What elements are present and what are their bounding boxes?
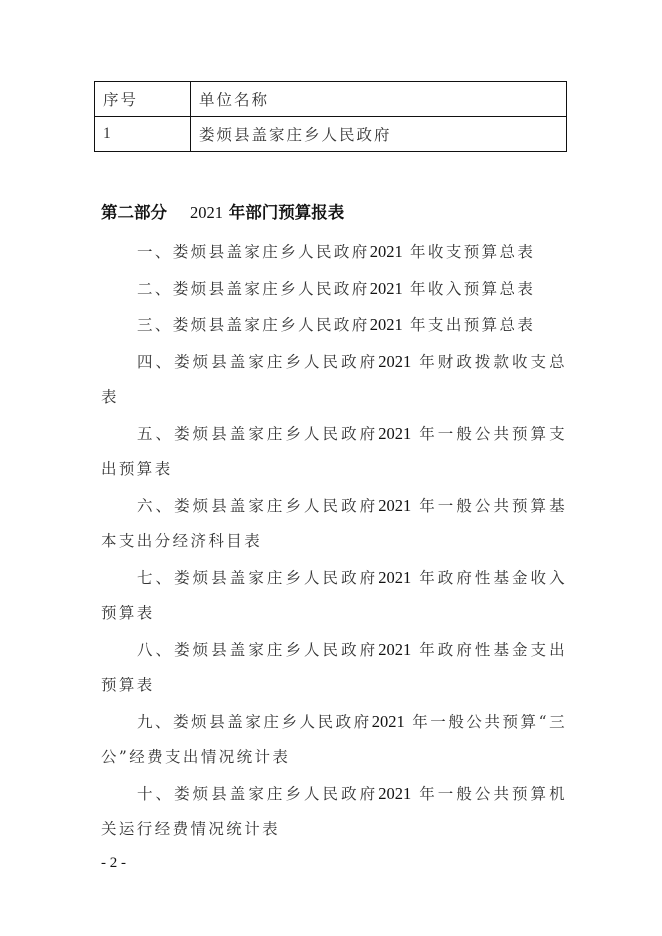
- item-prefix: 五、娄烦县盖家庄乡人民政府: [137, 424, 379, 443]
- item-year: 2021: [369, 242, 403, 261]
- item-prefix: 二、娄烦县盖家庄乡人民政府: [137, 279, 370, 298]
- item-prefix: 十、娄烦县盖家庄乡人民政府: [137, 784, 379, 803]
- list-item: [101, 416, 567, 488]
- list-item: [101, 560, 567, 632]
- report-list: [101, 234, 567, 848]
- item-prefix: 六、娄烦县盖家庄乡人民政府: [137, 496, 379, 515]
- item-prefix: 七、娄烦县盖家庄乡人民政府: [137, 568, 379, 587]
- item-suffix: 年收支预算总表: [410, 243, 536, 261]
- table-header-row: [95, 82, 567, 117]
- header-index: 序号: [95, 82, 191, 117]
- section-title-suffix: 年部门预算报表: [228, 203, 345, 222]
- section-title: [101, 199, 344, 223]
- list-item: [101, 271, 567, 308]
- item-suffix: 年一般公共预算基本支出分经济科目表: [101, 496, 568, 550]
- item-year: 2021: [378, 783, 412, 803]
- list-item: [101, 344, 567, 416]
- cell-unit-name: 娄烦县盖家庄乡人民政府: [191, 117, 567, 152]
- unit-table: [94, 81, 567, 152]
- section-title-year: 2021: [189, 203, 223, 222]
- item-prefix: 八、娄烦县盖家庄乡人民政府: [137, 640, 379, 659]
- list-item: [101, 234, 567, 271]
- item-suffix: 年一般公共预算支出预算表: [101, 424, 568, 478]
- list-item: [101, 776, 567, 848]
- item-year: 2021: [378, 567, 412, 587]
- item-prefix: 一、娄烦县盖家庄乡人民政府: [137, 243, 370, 261]
- section-title-prefix: 第二部分: [101, 203, 167, 222]
- list-item: [101, 307, 567, 344]
- item-suffix: 年支出预算总表: [410, 316, 536, 334]
- list-item: [101, 488, 567, 560]
- item-year: 2021: [378, 423, 412, 443]
- item-year: 2021: [371, 711, 405, 731]
- item-year: 2021: [378, 495, 412, 515]
- item-suffix: 年政府性基金收入预算表: [101, 568, 568, 622]
- item-suffix: 年财政拨款收支总表: [101, 352, 568, 406]
- item-prefix: 三、娄烦县盖家庄乡人民政府: [137, 316, 370, 334]
- item-prefix: 九、娄烦县盖家庄乡人民政府: [137, 712, 372, 731]
- item-suffix: 年一般公共预算机关运行经费情况统计表: [101, 784, 568, 838]
- table-row: [95, 117, 567, 152]
- list-item: [101, 632, 567, 704]
- item-year: 2021: [378, 351, 412, 371]
- list-item: [101, 704, 567, 776]
- item-suffix: 年一般公共预算“三公”经费支出情况统计表: [101, 712, 567, 766]
- item-year: 2021: [369, 315, 403, 334]
- item-suffix: 年收入预算总表: [410, 279, 536, 298]
- item-prefix: 四、娄烦县盖家庄乡人民政府: [137, 352, 379, 371]
- header-unit-name: 单位名称: [191, 82, 567, 117]
- item-suffix: 年政府性基金支出预算表: [101, 640, 568, 694]
- page-number: - 2 -: [101, 855, 126, 871]
- item-year: 2021: [369, 278, 403, 298]
- cell-index: 1: [95, 117, 191, 152]
- item-year: 2021: [378, 639, 412, 659]
